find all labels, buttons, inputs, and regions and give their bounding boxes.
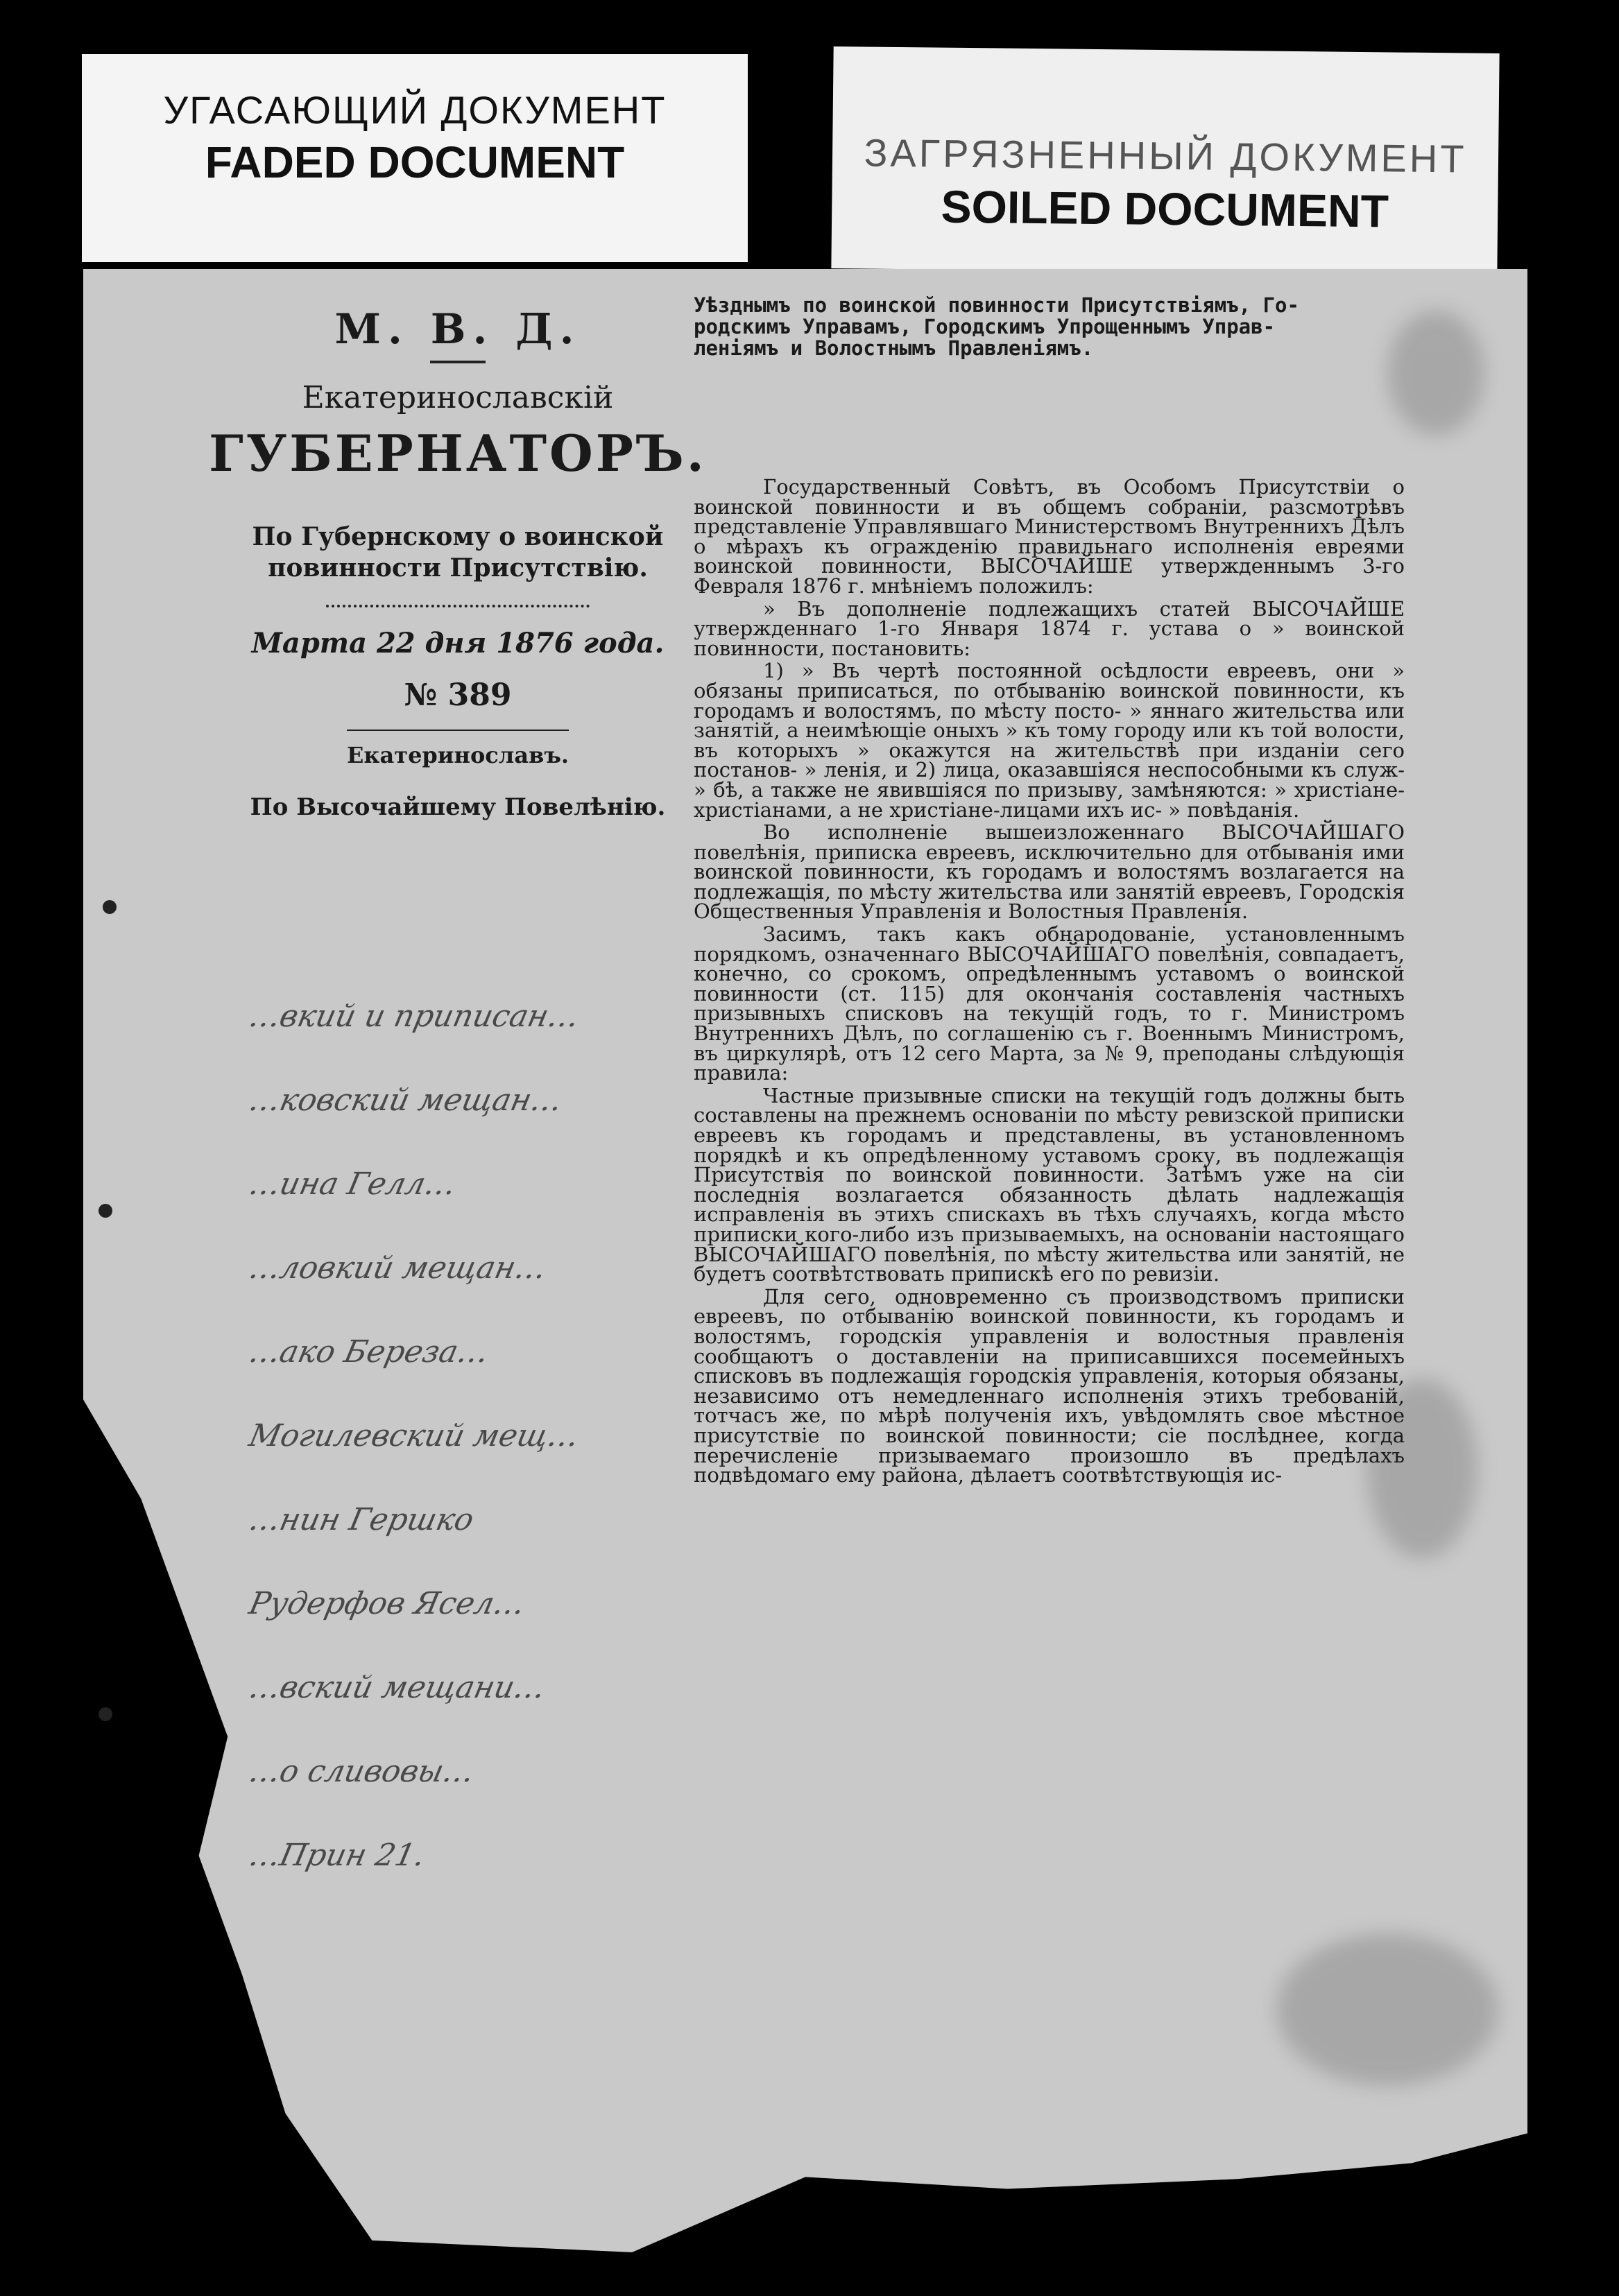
handwritten-notes [246, 999, 694, 1922]
body-paragraph: Государственный Совѣтъ, въ Особомъ Присутствіи о воинской повинности и въ общемъ собраніи, разсмотрѣвъ представленіе Управлявшаго Министерствомъ Внутреннихъ Дѣлъ о мѣрахъ къ огражденію правильнаго исполненія евреями воинской повинности, ВЫСОЧАЙШЕ утвержденнымъ 3-го Февраля 1876 г. мнѣніемъ положилъ: [694, 475, 1405, 598]
divider [430, 361, 486, 363]
handwritten-note: …вский мещани… [246, 1670, 549, 1705]
punch-hole [98, 1707, 112, 1721]
handwritten-note: …ако Береза… [246, 1334, 492, 1370]
soiled-document-label [831, 46, 1499, 275]
department [208, 521, 708, 584]
punch-hole [103, 900, 117, 914]
handwritten-note: …ловкий мещан… [246, 1250, 550, 1286]
body-paragraph: Засимъ, такъ какъ обнародованіе, установленнымъ порядкомъ, означеннаго ВЫСОЧАЙШАГО повелѣнія, совпадаетъ, конечно, со срокомъ, опредѣленнымъ уставомъ о воинской повинности (ст. 115) для окончанія составленія частныхъ призывныхъ списковъ на текущій годъ, то г. Министромъ Внутреннихъ Дѣлъ, по соглашенію съ г. Военнымъ Министромъ, въ циркулярѣ, отъ 12 сего Марта, за № 9, преподаны слѣдующія правила: [694, 922, 1405, 1085]
faded-label-en: FADED DOCUMENT [205, 137, 625, 187]
soil-stain [1276, 1933, 1498, 2086]
handwritten-note: Могилевский мещ… [246, 1418, 583, 1453]
body-paragraph: Частные призывные списки на текущій годъ должны быть составлены на прежнемъ основаніи по мѣсту ревизской приписки евреевъ къ городамъ и представлены, въ установленномъ порядкѣ и къ опредѣленному уставомъ сроку, въ подлежащія Присутствія по воинской повинности. Затѣмъ уже на сіи последнія возлагается обязанность дѣлать надлежащія исправленія въ этихъ спискахъ въ тѣхъ случаяхъ, когда мѣсто приписки кого-либо изъ призываемыхъ, на основаніи настоящаго ВЫСОЧАЙШАГО повелѣнія, по мѣсту жительства или занятій, не будетъ соотвѣтствовать припискѣ его по ревизіи. [694, 1083, 1405, 1286]
ornament-divider [326, 605, 590, 607]
body-paragraph: » Въ дополненіе подлежащихъ статей ВЫСОЧАЙШЕ утвержденнаго 1-го Января 1874 г. устава о » воинской повинности, постановить: [694, 596, 1405, 660]
addressee [694, 295, 1405, 359]
addressee-line: родскимъ Управамъ, Городскимъ Упрощеннымъ Управ- [694, 315, 1276, 338]
handwritten-note: Рудерфов Ясел… [246, 1586, 529, 1621]
handwritten-note: …Прин 21. [246, 1838, 429, 1873]
handwritten-note: …нин Гершко [246, 1502, 477, 1537]
department-line2: повинности Присутствію. [268, 553, 648, 582]
handwritten-note: …ковский мещан… [246, 1082, 566, 1118]
agency-abbrev: М. В. Д. [334, 305, 581, 354]
soiled-label-ru: ЗАГРЯЗНЕННЫЙ ДОКУМЕНТ [864, 130, 1467, 181]
faded-document-label [82, 54, 748, 262]
governor-title: ГУБЕРНАТОРЪ. [209, 424, 707, 483]
document-body [694, 295, 1405, 1485]
body-paragraph: Во исполненіе вышеизложеннаго ВЫСОЧАЙШАГО повелѣнія, приписка евреевъ, исключительно для отбыванія ими воинской повинности, къ городамъ и волостямъ возлагается на подлежащія, по мѣсту жительства или занятій евреевъ, Городскія Общественныя Управленія и Волостныя Правленія. [694, 820, 1405, 924]
punch-hole [98, 1204, 112, 1218]
letterhead [208, 291, 708, 821]
faded-label-ru: УГАСАЮЩИЙ ДОКУМЕНТ [163, 88, 667, 132]
document-date: Марта 22 дня 1876 года. [251, 627, 665, 659]
command-line: По Высочайшему Повелѣнію. [250, 793, 666, 821]
handwritten-note: …о сливовы… [246, 1754, 478, 1789]
handwritten-note: …ина Гелл… [246, 1166, 460, 1202]
body-paragraph: Для сего, одновременно съ производствомъ приписки евреевъ, по отбыванію воинской повинности, къ городамъ и волостямъ, городскія управленія и волостныя правленія сообщаютъ о доставленіи на приписавшихся посемейныхъ списковъ въ подлежащія городскія управленія, которыя обязаны, независимо отъ немедленнаго исполненія этихъ требованій, тотчасъ же, по мѣрѣ полученія ихъ, увѣдомлять свое мѣстное присутствіе по воинской повинности; сіе послѣднее, когда перечисленіе призываемаго произошло въ предѣлахъ подвѣдомаго ему района, дѣлаетъ соотвѣтствующія ис- [694, 1284, 1405, 1487]
document-number: № 389 [404, 677, 512, 713]
document-place: Екатеринославъ. [347, 730, 569, 768]
addressee-line: Уѣзднымъ по воинской повинности Присутствіямъ, Го- [694, 293, 1299, 317]
handwritten-note: …вкий и приписан… [246, 999, 583, 1034]
governor-line1: Екатеринославскій [302, 380, 614, 415]
soiled-label-en: SOILED DOCUMENT [941, 180, 1389, 237]
department-line1: По Губернскому о воинской [252, 522, 664, 551]
addressee-line: леніямъ и Волостнымъ Правленіямъ. [694, 336, 1094, 360]
body-paragraph: 1) » Въ чертѣ постоянной осѣдлости евреевъ, они » обязаны приписаться, по отбыванію воинской повинности, къ городамъ и волостямъ, по мѣсту посто- » яннаго жительства или занятій, а неимѣющіе оныхъ » къ тому городу или къ той волости, въ которыхъ » окажутся на жительствѣ при изданіи сего постанов- » ленія, и 2) лица, оказавшіяся неспособными къ служ- » бѣ, а также не явившіяся по призыву, замѣняются: » христіане-христіанами, а не христіане-лицами ихъ ис- » повѣданія. [694, 659, 1405, 822]
